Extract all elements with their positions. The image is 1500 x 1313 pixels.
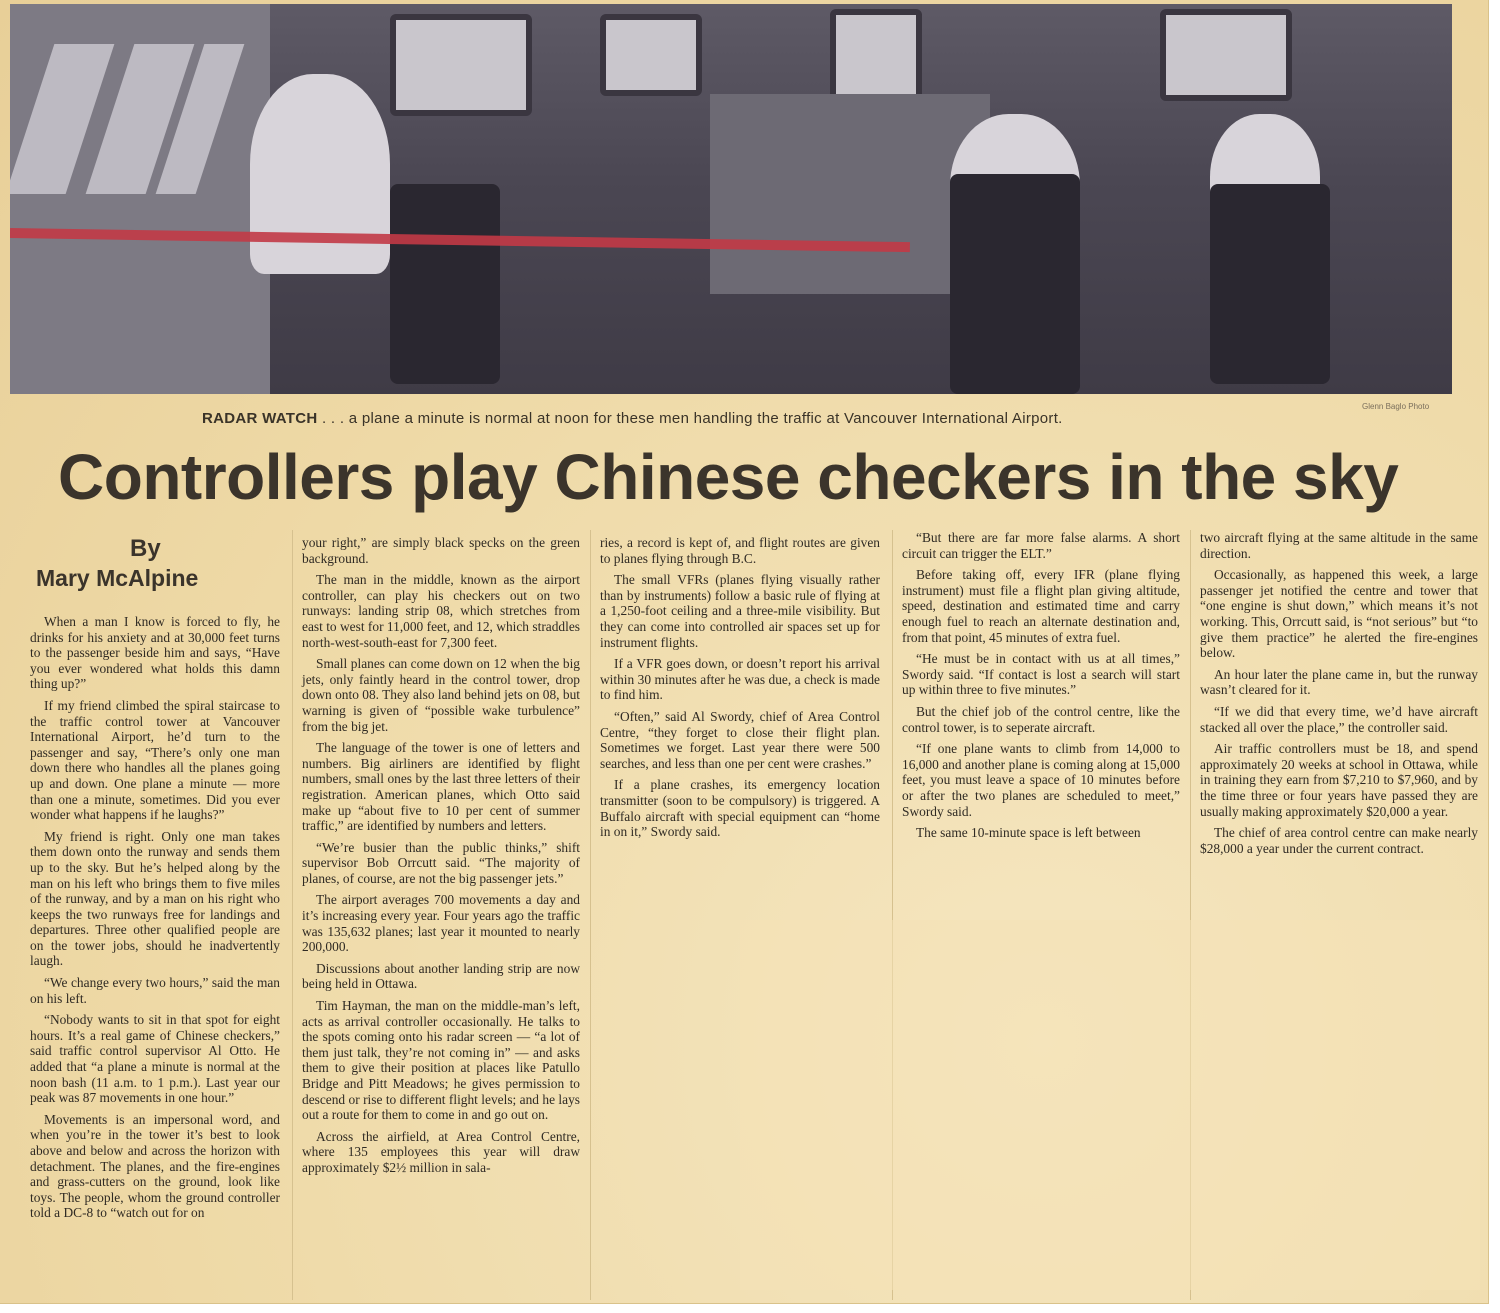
radar-room-photo — [10, 4, 1452, 394]
paragraph: But the chief job of the control centre, like the control tower, is to seperate aircraft. — [902, 703, 1180, 735]
paragraph: The small VFRs (planes flying visually rather than by instruments) follow a basic rule of flying at a 1,250-foot ceiling and a three-mile visibility. But they can come into controlled air spaces set up for instrument flights. — [600, 572, 880, 650]
paragraph: “Often,” said Al Swordy, chief of Area Control Centre, “they forget to close their flight plan. Sometimes we forget. Last year there were 500 searches, and less than one per cent were crashes.” — [600, 708, 880, 771]
byline-by: By — [130, 535, 161, 562]
column-rule — [590, 530, 591, 1300]
paragraph: When a man I know is forced to fly, he drinks for his anxiety and at 30,000 feet turns to the passenger beside him and says, “Have you ever wondered what holds this damn thing up?” — [30, 614, 280, 692]
article-column-5 — [1200, 530, 1478, 862]
paragraph: Air traffic controllers must be 18, and spend approximately 20 weeks at school in Ottawa, while in training they earn from $7,210 to $7,960, and by the time three or four years have passed they are usually making approximately $20,000 a year. — [1200, 741, 1478, 819]
paragraph: The airport averages 700 movements a day and it’s increasing every year. Four years ago the traffic was 135,632 planes; last year it mounted to nearly 200,000. — [302, 892, 580, 955]
caption-text: . . . a plane a minute is normal at noon for these men handling the traffic at Vancouver International Airport. — [317, 410, 1063, 427]
paragraph: your right,” are simply black specks on the green background. — [302, 535, 580, 566]
paragraph: An hour later the plane came in, but the runway wasn’t cleared for it. — [1200, 666, 1478, 698]
caption-label: RADAR WATCH — [202, 410, 318, 427]
photo-credit: Glenn Baglo Photo — [1362, 402, 1430, 411]
article-column-3 — [600, 535, 880, 846]
paragraph: ries, a record is kept of, and flight routes are given to planes flying through B.C. — [600, 535, 880, 566]
paragraph: “If one plane wants to climb from 14,000 to 16,000 and another plane is coming along at 15,000 feet, you must leave a space of 10 minutes before or after the two planes are scheduled to meet,” Swordy said. — [902, 741, 1180, 819]
paragraph: “He must be in contact with us at all times,” Swordy said. “If contact is lost a search will start up within three to five minutes.” — [902, 651, 1180, 698]
paragraph: Movements is an impersonal word, and when you’re in the tower it’s best to look above and below and across the horizon with detachment. The planes, and the fire-engines and grass-cutters on the ground, look like toys. The people, whom the ground controller told a DC-8 to “watch out for on — [30, 1111, 280, 1221]
paragraph: The language of the tower is one of letters and numbers. Big airliners are identified by flight numbers, small ones by the last three letters of their registration. American planes, which Otto said make up “about five to 10 per cent of summer traffic,” are identified by numbers and letters. — [302, 740, 580, 834]
paragraph: If my friend climbed the spiral staircase to the traffic control tower at Vancouver International Airport, he’d turn to the passenger and say, “There’s only one man down there who handles all the planes going up and down. One plane a minute — more than one a minute, sometimes. Did you ever wonder what happens if he laughs?” — [30, 697, 280, 823]
headline: Controllers play Chinese checkers in the sky — [58, 441, 1399, 513]
paragraph: The chief of area control centre can make nearly $28,000 a year under the current contract. — [1200, 825, 1478, 856]
paragraph: If a plane crashes, its emergency location transmitter (soon to be compulsory) is triggered. A Buffalo aircraft with special equipment can “home in on it,” Swordy said. — [600, 777, 880, 840]
article-column-1 — [30, 614, 280, 1227]
byline-author: Mary McAlpine — [36, 565, 199, 591]
paragraph: “If we did that every time, we’d have aircraft stacked all over the place,” the controller said. — [1200, 703, 1478, 735]
paragraph: If a VFR goes down, or doesn’t report his arrival within 30 minutes after he was due, a check is made to find him. — [600, 656, 880, 703]
paragraph: two aircraft flying at the same altitude in the same direction. — [1200, 530, 1478, 561]
paragraph: Across the airfield, at Area Control Centre, where 135 employees this year will draw approximately $2½ million in sala- — [302, 1128, 580, 1175]
paragraph: “We change every two hours,” said the man on his left. — [30, 975, 280, 1006]
paragraph: “We’re busier than the public thinks,” shift supervisor Bob Orrcutt said. “The majority of planes, of course, are not the big passenger jets.” — [302, 839, 580, 886]
paragraph: Before taking off, every IFR (plane flying instrument) must file a flight plan giving altitude, speed, destination and estimated time and carry enough fuel to reach an alternate destination and, from that point, 45 minutes of extra fuel. — [902, 567, 1180, 645]
paragraph: The same 10-minute space is left between — [916, 825, 1141, 841]
paragraph: My friend is right. Only one man takes them down onto the runway and sends them up to the sky. But he’s helped along by the man on his left who brings them to five miles of the runway, and by a man on his right who keeps the two runways free for landings and departures. Three other qualified people are on the tower jobs, should he inadvertently laugh. — [30, 828, 280, 969]
paragraph: Occasionally, as happened this week, a large passenger jet notified the centre and tower that “one engine is shut down,” which means it’s not working. This, Orrcutt said, is “not serious” but “to give them practice” he alerted the fire-engines below. — [1200, 567, 1478, 661]
paragraph: “Nobody wants to sit in that spot for eight hours. It’s a real game of Chinese checkers,” said traffic control supervisor Al Otto. He added that “a plane a minute is normal at the noon bash (11 a.m. to 1 p.m.). Last year our peak was 87 movements in one hour.” — [30, 1012, 280, 1106]
article-column-2 — [302, 535, 580, 1182]
column-rule — [292, 530, 293, 1300]
article-column-4 — [902, 530, 1180, 847]
paragraph: Tim Hayman, the man on the middle-man’s left, acts as arrival controller occasionally. He talks to the spots coming onto his radar screen — “a lot of them just talk, they’re not coming in” — and asks them to give their position at places like Patullo Bridge and Pitt Meadows; he gives permission to descend or rise to different flight levels; and he lays out a route for them to come in and go out on. — [302, 998, 580, 1123]
paragraph: Discussions about another landing strip are now being held in Ottawa. — [302, 960, 580, 992]
paragraph: The man in the middle, known as the airport controller, can play his checkers out on two runways: landing strip 08, which stretches from east to west for 11,000 feet, and 12, which straddles north-west-south-east for 7,300 feet. — [302, 572, 580, 650]
photo-caption — [202, 410, 1202, 427]
paragraph: “But there are far more false alarms. A short circuit can trigger the ELT.” — [902, 530, 1180, 561]
paragraph: Small planes can come down on 12 when the big jets, only faintly heard in the control tower, drop down onto 08. They also land behind jets on 08, but warning is given of “possible wake turbulence” from the big jet. — [302, 656, 580, 734]
faded-area — [740, 920, 1480, 1290]
